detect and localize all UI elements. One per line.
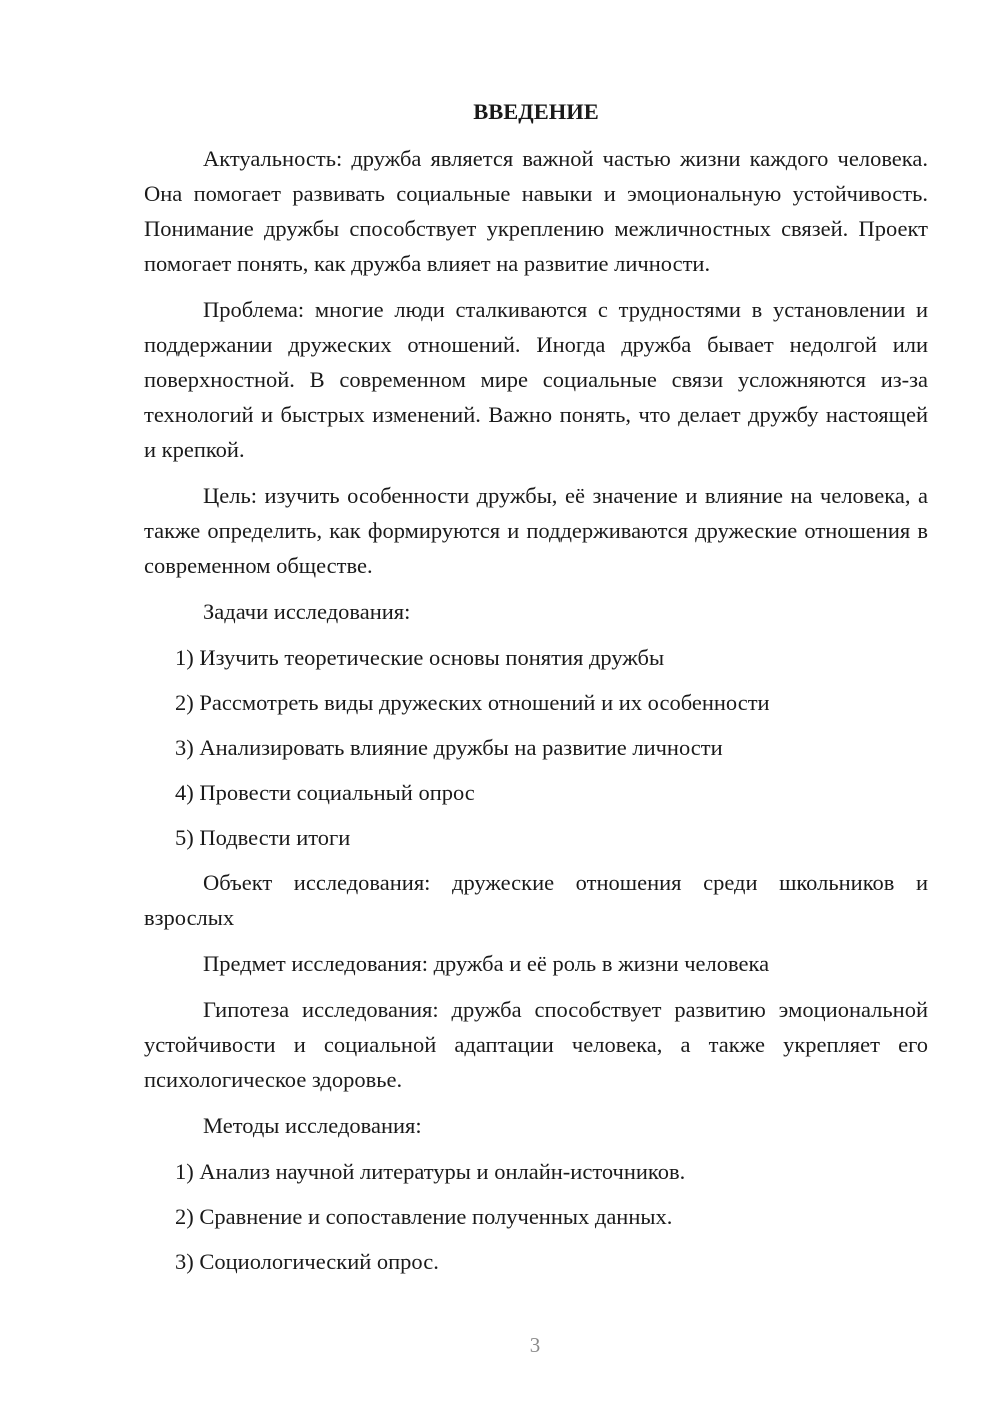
method-item: 1) Анализ научной литературы и онлайн-источников.: [175, 1159, 686, 1184]
methods-heading: Методы исследования:: [203, 1113, 422, 1138]
subject-paragraph: Предмет исследования: дружба и её роль в жизни человека: [203, 951, 770, 976]
section-title: ВВЕДЕНИЕ: [473, 99, 599, 124]
method-item: 2) Сравнение и сопоставление полученных данных.: [175, 1204, 673, 1229]
hypothesis-paragraph: Гипотеза исследования: дружба способствует развитию эмоциональной устойчивости и социальной адаптации человека, а также укрепляет его психологическое здоровье.: [144, 997, 928, 1092]
relevance-paragraph: Актуальность: дружба является важной частью жизни каждого человека. Она помогает развивать социальные навыки и эмоциональную устойчивость. Понимание дружбы способствует укреплению межличностных связей. Проект помогает понять, как дружба влияет на развитие личности.: [144, 146, 928, 276]
goal-paragraph: Цель: изучить особенности дружбы, её значение и влияние на человека, а также определить, как формируются и поддерживаются дружеские отношения в современном обществе.: [144, 483, 928, 578]
page-number: 3: [529, 1333, 541, 1357]
task-item: 2) Рассмотреть виды дружеских отношений и их особенности: [175, 690, 770, 715]
task-item: 4) Провести социальный опрос: [175, 780, 475, 805]
document-page: [144, 94, 928, 1289]
object-paragraph: Объект исследования: дружеские отношения среди школьников и взрослых: [144, 870, 928, 930]
task-item: 1) Изучить теоретические основы понятия дружбы: [175, 645, 665, 670]
method-item: 3) Социологический опрос.: [175, 1249, 439, 1274]
task-item: 5) Подвести итоги: [175, 825, 351, 850]
task-item: 3) Анализировать влияние дружбы на развитие личности: [175, 735, 723, 760]
tasks-heading: Задачи исследования:: [203, 599, 411, 624]
problem-paragraph: Проблема: многие люди сталкиваются с трудностями в установлении и поддержании дружеских отношений. Иногда дружба бывает недолгой или поверхностной. В современном мире социальные связи усложняются из-за технологий и быстрых изменений. Важно понять, что делает дружбу настоящей и крепкой.: [144, 297, 928, 462]
